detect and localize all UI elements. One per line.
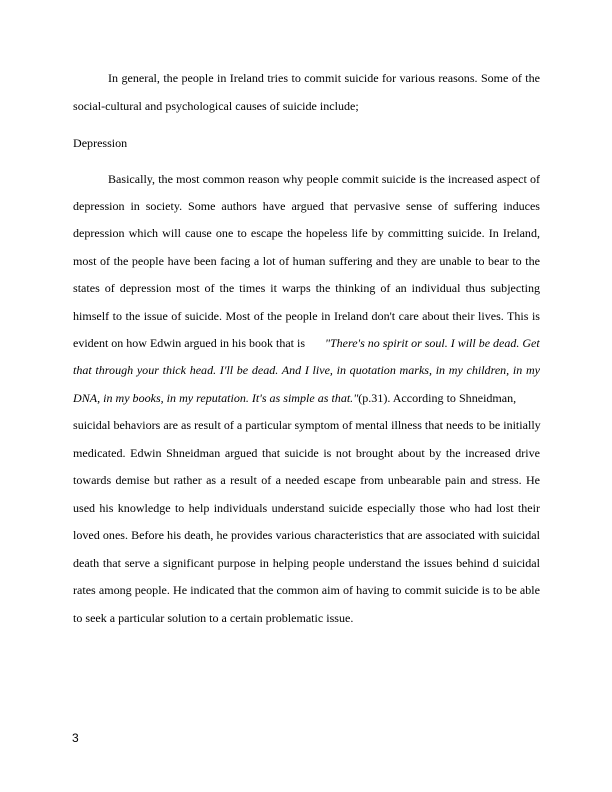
paragraph-line-mixed — [73, 390, 540, 406]
section-heading-depression: Depression — [73, 136, 128, 150]
quotation-line — [73, 362, 540, 378]
quotation-text: "There's no spirit or soul. I will be dead. Get — [324, 336, 540, 350]
quotation-text: that through your thick head. I'll be dead. And I live, in quotation marks, in my children, in my — [73, 363, 540, 377]
page-number: 3 — [72, 731, 79, 745]
intro-line-2: social-cultural and psychological causes of suicide include; — [73, 99, 359, 113]
paragraph-line: himself to the issue of suicide. Most of the people in Ireland don't care about their lives. This is — [73, 309, 540, 323]
paragraph-line: depression which will cause one to escape the hopeless life by committing suicide. In Ireland, — [73, 226, 540, 240]
paragraph-line: used his knowledge to help individuals understand suicide especially those who had lost their — [73, 501, 540, 515]
paragraph-line: depression in society. Some authors have argued that pervasive sense of suffering induces — [73, 199, 540, 213]
paragraph-line: death that serve a significant purpose in helping people understand the issues behind d suicidal — [73, 556, 540, 570]
paragraph-line: medicated. Edwin Shneidman argued that suicide is not brought about by the increased drive — [73, 446, 540, 460]
paragraph-line: rates among people. He indicated that the common aim of having to commit suicide is to be able — [73, 583, 540, 597]
paragraph-line-mixed — [73, 335, 538, 351]
paragraph-text: evident on how Edwin argued in his book that is — [73, 336, 305, 350]
citation-text: (p.31). According to Shneidman, — [358, 391, 517, 405]
paragraph-line: most of the people have been facing a lot of human suffering and they are unable to bear to the — [73, 254, 540, 268]
paragraph-line: loved ones. Before his death, he provides various characteristics that are associated with suicidal — [73, 528, 540, 542]
paragraph-line: towards demise but rather as a result of a needed escape from unbearable pain and stress. He — [73, 473, 540, 487]
paragraph-line: states of depression most of the times it warps the thinking of an individual thus subjecting — [73, 281, 540, 295]
paragraph-line: Basically, the most common reason why people commit suicide is the increased aspect of — [108, 172, 540, 186]
intro-line-1: In general, the people in Ireland tries to commit suicide for various reasons. Some of the — [108, 71, 540, 85]
quotation-text: DNA, in my books, in my reputation. It's as simple as that." — [73, 391, 359, 405]
paragraph-line: suicidal behaviors are as result of a particular symptom of mental illness that needs to be initially — [73, 418, 541, 432]
paragraph-line: to seek a particular solution to a certain problematic issue. — [73, 611, 354, 625]
